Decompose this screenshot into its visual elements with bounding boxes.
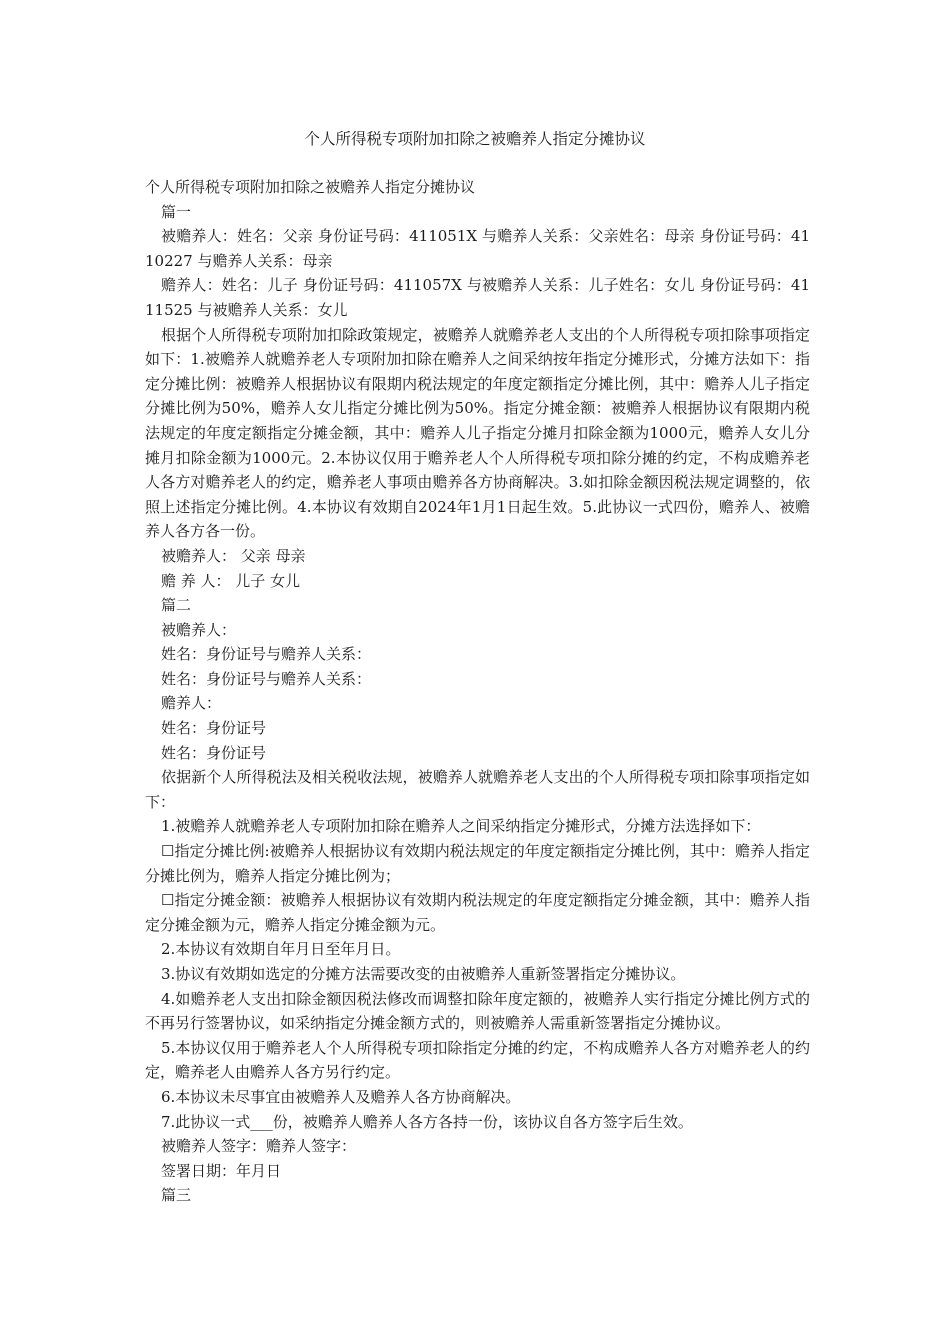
paragraph: 赡养人：姓名：儿子 身份证号码：411057X 与被赡养人关系：儿子姓名：女儿 身份证号码：4111525 与被赡养人关系：女儿 [145,276,810,319]
paragraph: 篇三 [161,1186,192,1205]
paragraph: 依据新个人所得税法及相关税收法规，被赡养人就赡养老人支出的个人所得税专项扣除事项指定如下： [145,768,810,811]
paragraph: 被赡养人签字：赡养人签字： [161,1137,357,1156]
paragraph: 1.被赡养人就赡养老人专项附加扣除在赡养人之间采纳指定分摊形式，分摊方法选择如下： [161,817,761,836]
paragraph: ☐指定分摊金额：被赡养人根据协议有效期内税法规定的年度定额指定分摊金额，其中：赡养人指定分摊金额为元，赡养人指定分摊金额为元。 [145,891,810,934]
paragraph: 7.此协议一式___份，被赡养人赡养人各方各持一份，该协议自各方签字后生效。 [161,1112,693,1131]
paragraph: 签署日期：年月日 [161,1161,282,1180]
paragraph: 被赡养人：姓名：父亲 身份证号码：411051X 与赡养人关系：父亲姓名：母亲 身份证号码：4110227 与赡养人关系：母亲 [145,227,810,270]
document-title: 个人所得税专项附加扣除之被赡养人指定分摊协议 [304,130,646,148]
paragraph: 赡养人： [161,694,222,713]
paragraph: ☐指定分摊比例:被赡养人根据协议有效期内税法规定的年度定额指定分摊比例，其中：赡养人指定分摊比例为，赡养人指定分摊比例为； [145,842,810,885]
paragraph: 5.本协议仅用于赡养老人个人所得税专项扣除指定分摊的约定，不构成赡养人各方对赡养老人的约定，赡养老人由赡养人各方另行约定。 [145,1038,810,1082]
paragraph: 被赡养人： [161,620,237,639]
paragraph: 姓名：身份证号 [161,743,267,762]
paragraph: 姓名：身份证号与赡养人关系： [161,645,372,664]
paragraph: 篇一 [161,202,192,221]
paragraph: 篇二 [161,596,192,615]
paragraph: 6.本协议未尽事宜由被赡养人及赡养人各方协商解决。 [161,1087,521,1106]
paragraph: 个人所得税专项附加扣除之被赡养人指定分摊协议 [145,178,476,196]
paragraph: 根据个人所得税专项附加扣除政策规定，被赡养人就赡养老人支出的个人所得税专项扣除事项指定如下：1.被赡养人就赡养老人专项附加扣除在赡养人之间采纳按年指定分摊形式，分摊方法如下：指定分摊比例：被赡养人根据协议有限期内税法规定的年度定额指定分摊比例，其中：赡养人儿子指定分摊比例为50%，赡养人女儿指定分摊比例为50%。指定分摊金额：被赡养人根据协议有限期内税法规定的年度定额指定分摊金额，其中：赡养人儿子指定分摊月扣除金额为1000元，赡养人女儿分摊月扣除金额为1000元。2.本协议仅用于赡养老人个人所得税专项扣除分摊的约定，不构成赡养老人各方对赡养老人的约定，赡养老人事项由赡养各方协商解决。3.如扣除金额因税法规定调整的，依照上述指定分摊比例。4.本协议有效期自2024年1月1日起生效。5.此协议一式四份，赡养人、被赡养人各方各一份。 [145,325,810,541]
paragraph: 赡 养 人： 儿子 女儿 [161,571,301,590]
document-body [145,175,810,1208]
paragraph: 姓名：身份证号与赡养人关系： [161,669,372,688]
paragraph: 4.如赡养老人支出扣除金额因税法修改而调整扣除年度定额的，被赡养人实行指定分摊比例方式的不再另行签署协议，如采纳指定分摊金额方式的，则被赡养人需重新签署指定分摊协议。 [145,989,810,1033]
paragraph: 2.本协议有效期自年月日至年月日。 [161,940,401,959]
paragraph: 3.协议有效期如选定的分摊方法需要改变的由被赡养人重新签署指定分摊协议。 [161,965,686,983]
paragraph: 被赡养人： 父亲 母亲 [161,546,306,565]
paragraph: 姓名：身份证号 [161,719,267,738]
